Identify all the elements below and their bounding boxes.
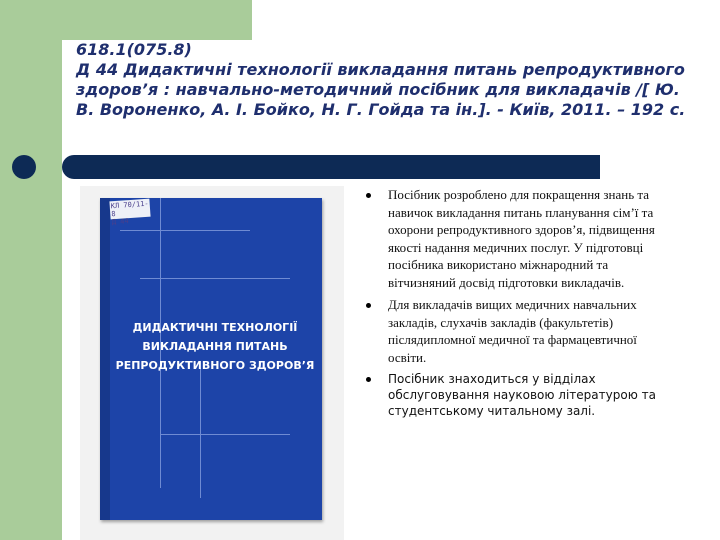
title-divider-bar (62, 155, 600, 179)
library-sticker: КЛ 70/11-8 Д 44 (110, 199, 149, 227)
bullet-audience: Для викладачів вищих медичних навчальних закладів, слухачів закладів (факультетів) післядипломної медичної та фармацевтичної освіти. (364, 296, 664, 366)
book-cover-title (110, 318, 320, 375)
slide-title: 618.1(075.8) Д 44 Дидактичні технології викладання питань репродуктивного здоров’я : навчально-методичний посібник для викладачів /[ Ю. В. Вороненко, А. І. Бойко, Н. Г. Гойда та ін.]. - Київ, 2011. – 192 с. (76, 40, 686, 119)
book-title-line-3: РЕПРОДУКТИВНОГО ЗДОРОВ’Я (115, 359, 315, 372)
bullet-purpose: Посібник розроблено для покращення знань та навичок викладання питань планування сім’ї та охорони репродуктивного здоров’я, підвищення якості надання медичних послуг. У підготовці посібника використано міжнародний та вітчизняний досвід підготовки викладачів. (364, 186, 664, 291)
description-list (364, 186, 664, 419)
cover-line-vertical-2 (200, 368, 201, 498)
book-title-line-2: ВИКЛАДАННЯ ПИТАНЬ (142, 340, 288, 353)
cover-spine-shade (100, 198, 110, 520)
cover-line-horizontal-2 (140, 278, 290, 279)
bullet-location: Посібник знаходиться у відділах обслуговування науковою літературою та студентському читальному залі. (364, 371, 664, 419)
book-title-line-1: ДИДАКТИЧНІ ТЕХНОЛОГІЇ (132, 321, 298, 334)
title-bar-dot (12, 155, 36, 179)
cover-line-horizontal-1 (120, 230, 250, 231)
left-green-strip (0, 0, 62, 540)
book-cover (100, 198, 322, 520)
cover-line-horizontal-3 (160, 434, 290, 435)
